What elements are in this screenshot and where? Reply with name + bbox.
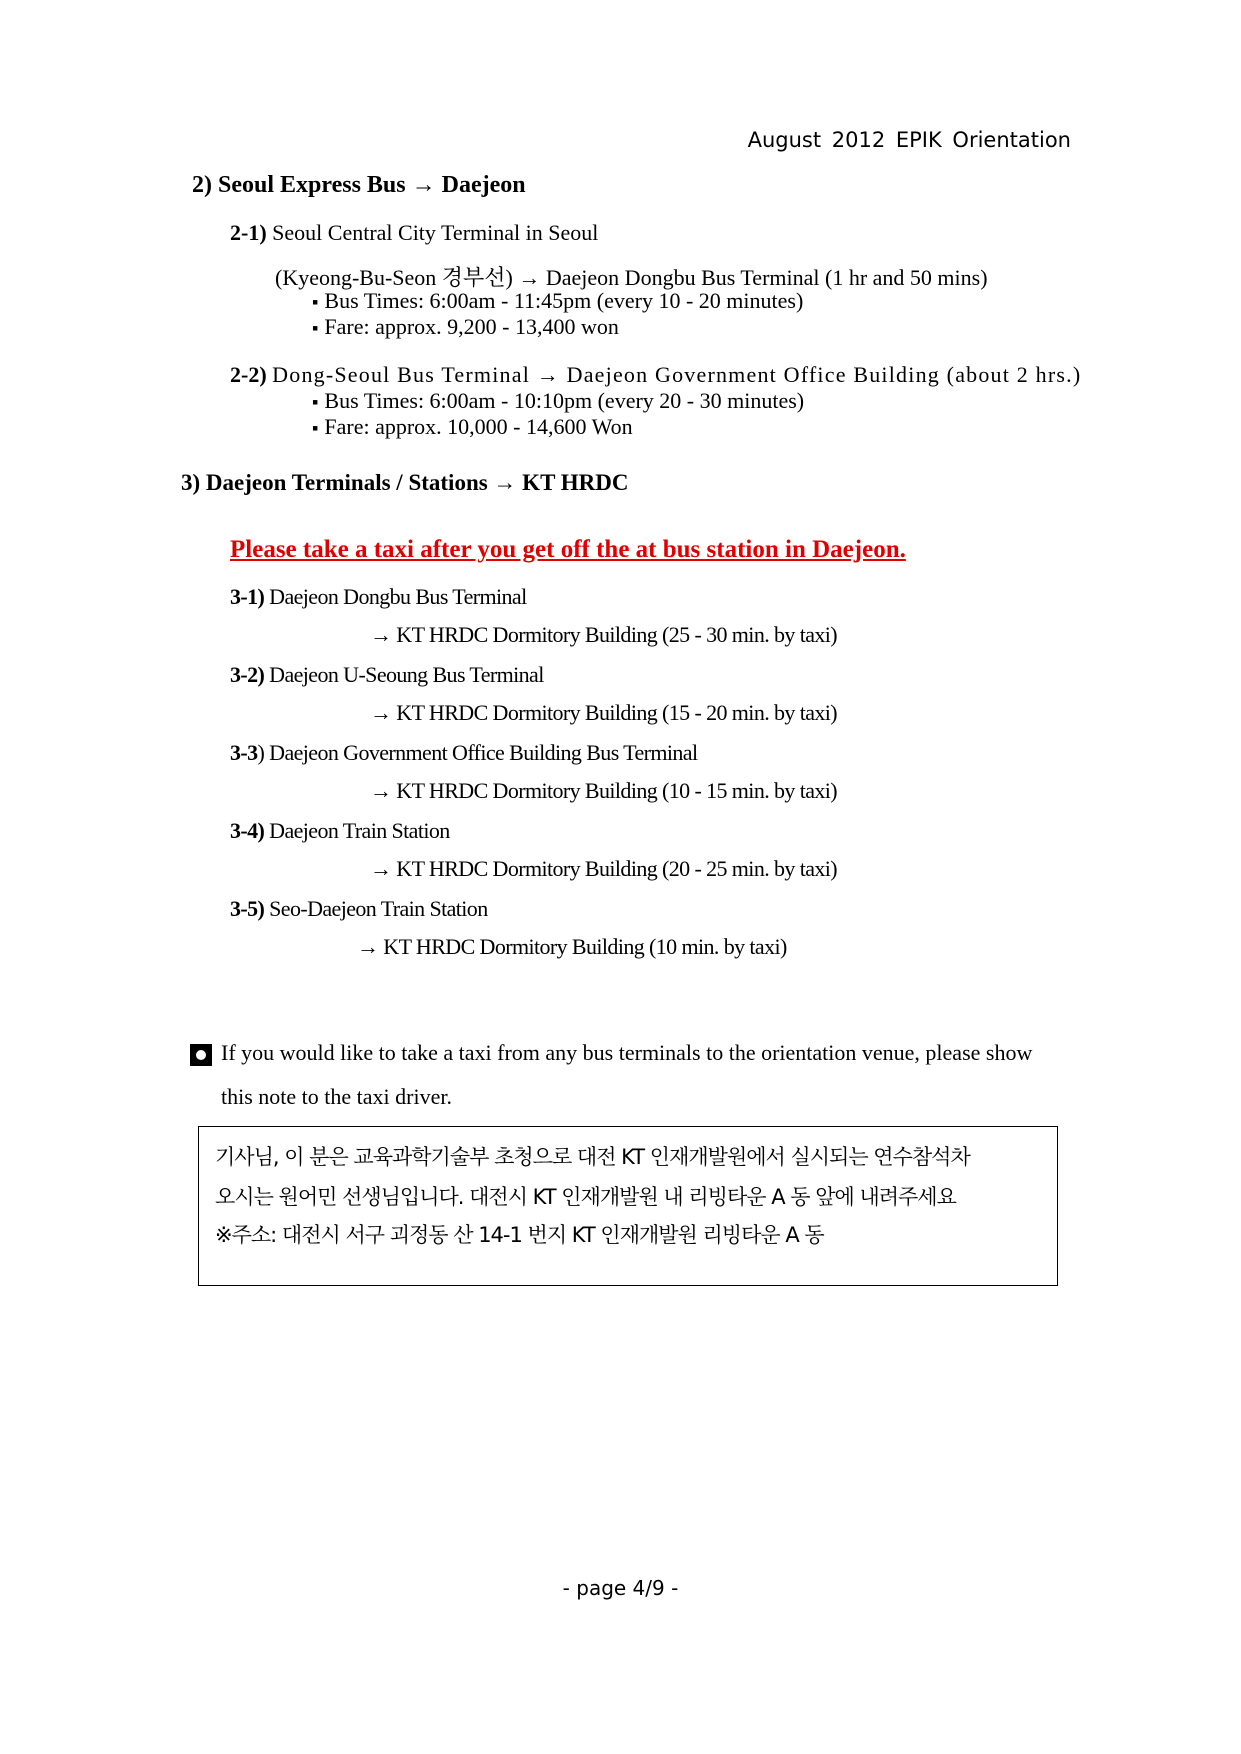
korean-taxi-note-box [198,1126,1058,1286]
item-3-4-text: Daejeon Train Station [269,818,450,843]
item-3-3-label: 3-3 [230,740,258,765]
korean-note-line2: 오시는 원어민 선생님입니다. 대전시 KT 인재개발원 내 리빙타운 A 동 앞에 내려주세요 [215,1185,956,1209]
item-3-5-text: Seo-Daejeon Train Station [269,896,488,921]
item-2-1-route: (Kyeong-Bu-Seon 경부선) → Daejeon Dongbu Bus Terminal (1 hr and 50 mins) [275,265,988,290]
item-2-1 [230,220,598,246]
taxi-note-line2: this note to the taxi driver. [221,1084,452,1109]
item-3-1-label: 3-1) [230,584,265,609]
korean-note-line1: 기사님, 이 분은 교육과학기술부 초청으로 대전 KT 인재개발원에서 실시되는 연수참석차 [215,1145,970,1169]
item-2-1-text: Seoul Central City Terminal in Seoul [272,220,599,245]
item-3-5-label: 3-5) [230,896,265,921]
item-3-2-dest: → KT HRDC Dormitory Building (15 - 20 min. by taxi) [370,700,838,725]
item-3-3 [230,740,697,766]
page-number: - page 4/9 - [562,1576,679,1600]
item-3-1-text: Daejeon Dongbu Bus Terminal [269,584,527,609]
item-2-1-fare: ▪ Fare: approx. 9,200 - 13,400 won [312,314,619,340]
item-3-2 [230,662,544,688]
item-2-1-label: 2-1) [230,220,267,245]
taxi-note-line1: If you would like to take a taxi from any bus terminals to the orientation venue, please show [221,1040,1033,1065]
item-3-2-label: 3-2) [230,662,265,687]
item-3-4-label: 3-4) [230,818,265,843]
section-2-heading: 2) Seoul Express Bus → Daejeon [192,172,526,198]
section-3-heading: 3) Daejeon Terminals / Stations → KT HRDC [181,470,629,495]
item-3-1-dest: → KT HRDC Dormitory Building (25 - 30 min. by taxi) [370,622,838,647]
item-2-1-bus-times: ▪ Bus Times: 6:00am - 11:45pm (every 10 - 20 minutes) [312,288,803,314]
item-2-2-fare: ▪ Fare: approx. 10,000 - 14,600 Won [312,414,633,440]
item-3-5 [230,896,488,922]
taxi-notice: Please take a taxi after you get off the at bus station in Daejeon. [230,536,906,563]
korean-note-address: ※주소: 대전시 서구 괴정동 산 14-1 번지 KT 인재개발원 리빙타운 A 동 [215,1223,824,1247]
item-3-4 [230,818,450,844]
item-3-3-label-suffix: ) [257,740,265,765]
note-bullet-icon [190,1044,212,1066]
page-header: August 2012 EPIK Orientation [747,128,1071,152]
item-2-2-text: Dong-Seoul Bus Terminal → Daejeon Government Office Building (about 2 hrs.) [272,362,1082,387]
item-2-2-bus-times: ▪ Bus Times: 6:00am - 10:10pm (every 20 - 30 minutes) [312,388,804,414]
item-2-2 [230,362,1081,388]
item-3-5-dest: → KT HRDC Dormitory Building (10 min. by taxi) [357,934,787,959]
item-3-3-text: Daejeon Government Office Building Bus Terminal [269,740,698,765]
item-2-2-label: 2-2) [230,362,267,387]
item-3-3-dest: → KT HRDC Dormitory Building (10 - 15 min. by taxi) [370,778,838,803]
item-3-4-dest: → KT HRDC Dormitory Building (20 - 25 min. by taxi) [370,856,838,881]
item-3-1 [230,584,527,610]
item-3-2-text: Daejeon U-Seoung Bus Terminal [269,662,544,687]
